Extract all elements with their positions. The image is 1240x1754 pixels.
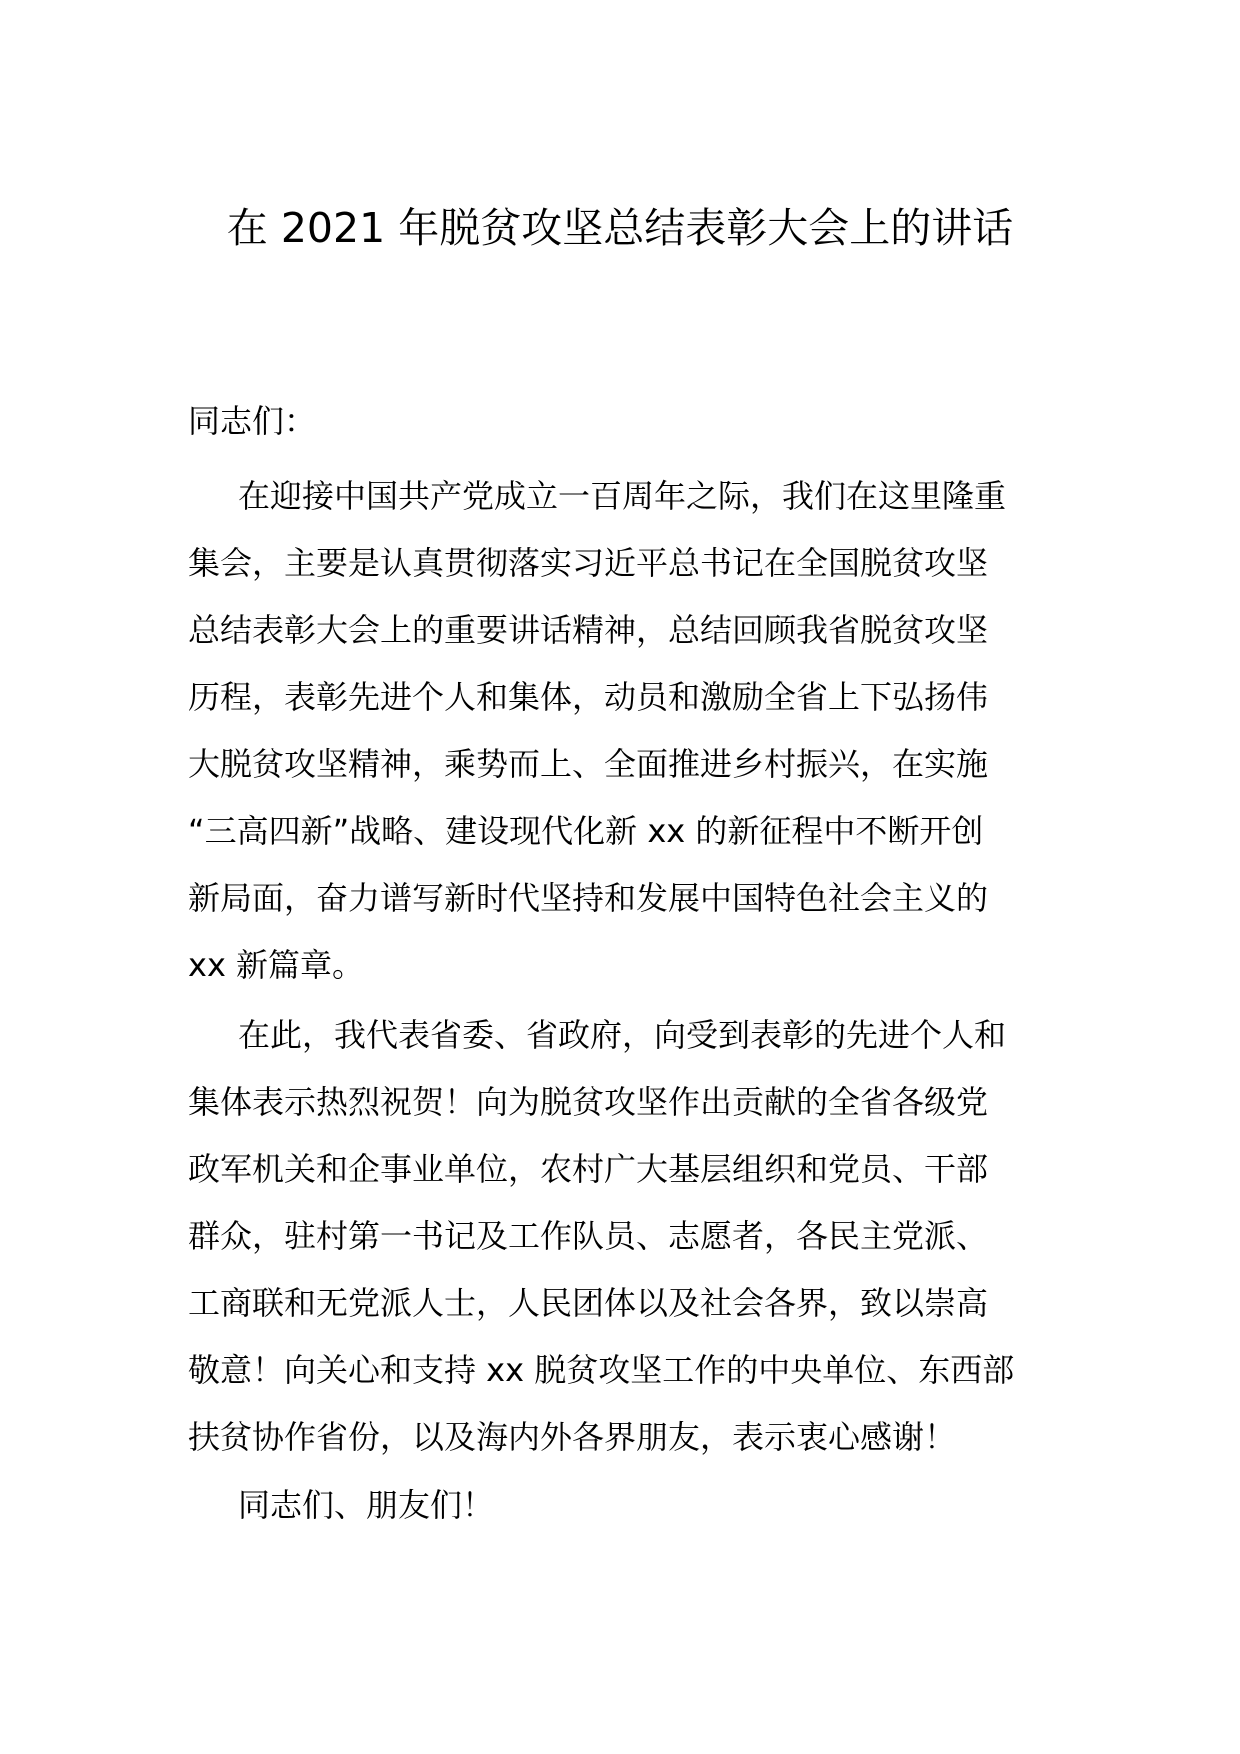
paragraph-line: 敬意！向关心和支持 xx 脱贫攻坚工作的中央单位、东西部 [188,1351,1015,1389]
paragraph-line: 总结表彰大会上的重要讲话精神，总结回顾我省脱贫攻坚 [188,611,989,649]
paragraph-line: 工商联和无党派人士，人民团体以及社会各界，致以崇高 [188,1284,989,1322]
paragraph-2 [188,1002,1068,1471]
paragraph-line: 同志们、朋友们！ [238,1486,495,1524]
paragraph-line: 大脱贫攻坚精神，乘势而上、全面推进乡村振兴，在实施 [188,745,989,783]
paragraph-line: 集会，主要是认真贯彻落实习近平总书记在全国脱贫攻坚 [188,544,989,582]
paragraph-line: 在此，我代表省委、省政府，向受到表彰的先进个人和 [238,1016,1007,1054]
paragraph-line: 群众，驻村第一书记及工作队员、志愿者，各民主党派、 [188,1217,989,1255]
paragraph-line: 历程，表彰先进个人和集体，动员和激励全省上下弘扬伟 [188,678,989,716]
paragraph-line: 在迎接中国共产党成立一百周年之际，我们在这里隆重 [238,477,1007,515]
paragraph-line: 新局面，奋力谱写新时代坚持和发展中国特色社会主义的 [188,879,989,917]
salutation: 同志们： [188,402,317,440]
paragraph-line: xx 新篇章。 [188,946,365,984]
document-title: 在 2021 年脱贫攻坚总结表彰大会上的讲话 [226,204,1014,252]
paragraph-line: 集体表示热烈祝贺！向为脱贫攻坚作出贡献的全省各级党 [188,1083,989,1121]
paragraph-line: 扶贫协作省份，以及海内外各界朋友，表示衷心感谢！ [188,1418,957,1456]
paragraph-line: 政军机关和企事业单位，农村广大基层组织和党员、干部 [188,1150,989,1188]
paragraph-line: “三高四新”战略、建设现代化新 xx 的新征程中不断开创 [188,812,984,850]
paragraph-3 [188,1472,1068,1539]
paragraph-1 [188,463,1068,999]
